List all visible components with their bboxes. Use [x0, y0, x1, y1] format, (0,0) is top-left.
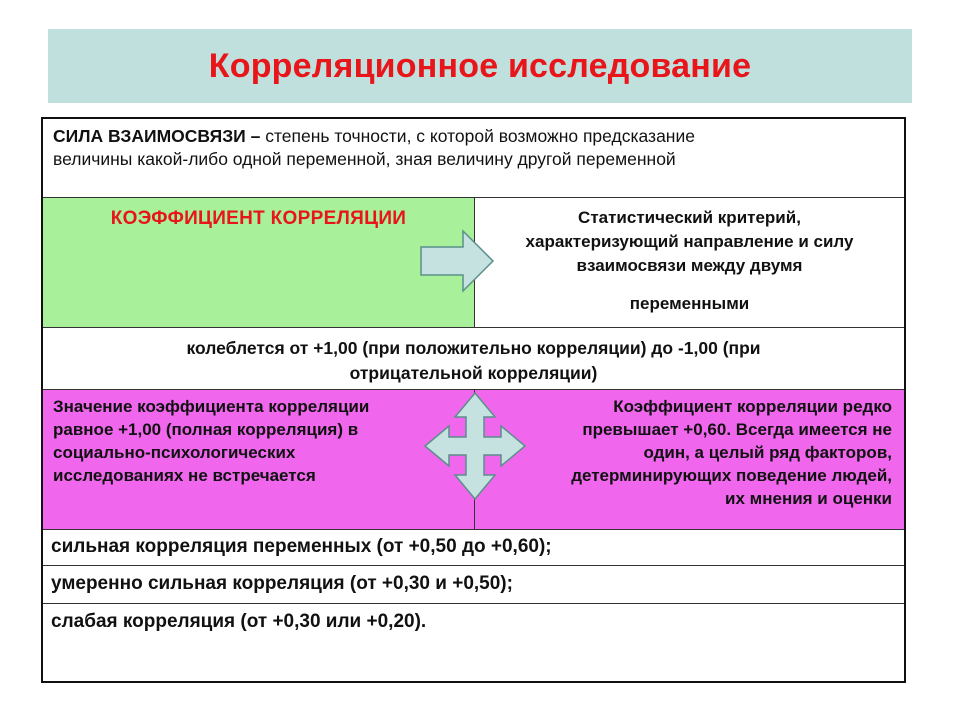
- slide-title: Корреляционное исследование: [208, 46, 752, 85]
- range-line-1: колеблется от +1,00 (при положительно корреляции) до -1,00 (при: [186, 338, 761, 358]
- value-note-right-line-1: Коэффициент корреляции редко: [613, 397, 892, 416]
- arrows-overlay: [43, 119, 904, 681]
- criterion-line-3: взаимосвязи между двумя: [576, 256, 803, 275]
- criterion-line-2: характеризующий направление и силу: [525, 232, 854, 251]
- value-note-right-line-4: детерминирующих поведение людей,: [571, 466, 892, 485]
- criterion-line-4: переменными: [629, 294, 750, 313]
- criterion-line-1: Статистический критерий,: [578, 208, 801, 227]
- right-arrow-icon: [421, 231, 493, 291]
- title-band: [48, 29, 912, 103]
- level-strong: сильная корреляция переменных (от +0,50 до +0,60);: [43, 529, 904, 565]
- level-moderate: умеренно сильная корреляция (от +0,30 и +0,50);: [43, 565, 904, 603]
- four-way-arrow-icon: [425, 393, 525, 499]
- value-note-right-line-2: превышает +0,60. Всегда имеется не: [582, 420, 892, 439]
- coefficient-label: КОЭФФИЦИЕНТ КОРРЕЛЯЦИИ: [110, 208, 407, 229]
- value-note-right-line-3: один, а целый ряд факторов,: [643, 443, 892, 462]
- value-note-left-line-1: Значение коэффициента корреляции: [53, 397, 370, 416]
- definition-text-1: степень точности, с которой возможно предсказание: [260, 126, 695, 146]
- value-note-right-line-5: их мнения и оценки: [725, 489, 892, 508]
- definition-term: СИЛА ВЗАИМОСВЯЗИ –: [53, 126, 261, 146]
- definition-text-2: величины какой-либо одной переменной, зная величину другой переменной: [53, 149, 676, 169]
- range-line-2: отрицательной корреляции): [349, 363, 598, 383]
- value-note-left-line-3: социально-психологических: [53, 443, 296, 462]
- level-weak: слабая корреляция (от +0,30 или +0,20).: [43, 603, 904, 681]
- value-note-left-line-2: равное +1,00 (полная корреляция) в: [53, 420, 359, 439]
- content-table: [41, 117, 906, 683]
- value-note-left-line-4: исследованиях не встречается: [53, 466, 316, 485]
